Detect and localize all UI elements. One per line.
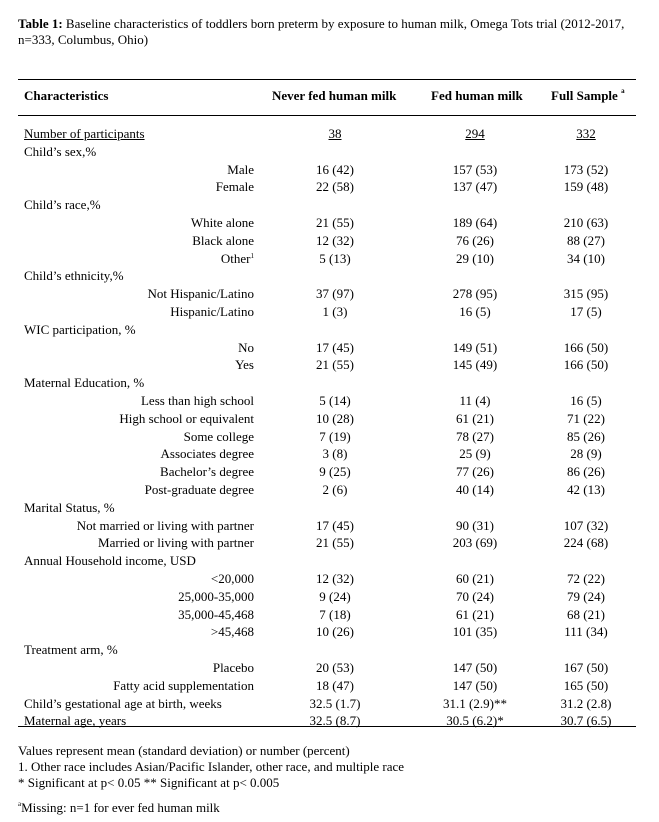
cell-never-fed: 7 (18) [319, 607, 351, 622]
cell-fed: 145 (49) [452, 357, 498, 372]
section-row [0, 499, 659, 516]
cell-never-fed: 20 (53) [316, 660, 354, 675]
row-label [211, 623, 254, 640]
row-label [113, 677, 254, 694]
cell-never-fed: 5 (13) [319, 251, 351, 266]
cell-never-fed: 10 (26) [316, 624, 354, 639]
cell-fed: 147 (50) [452, 678, 498, 693]
cell-full: 88 (27) [567, 233, 605, 248]
continuous-label: Child’s gestational age at birth, weeks [24, 696, 222, 711]
row-label-text: 25,000-35,000 [178, 589, 254, 604]
cell-fed: 278 (95) [452, 286, 498, 301]
cell-full: 34 (10) [567, 251, 605, 266]
row-label-text: Black alone [192, 233, 254, 248]
cell-full: 72 (22) [567, 571, 605, 586]
row-label [119, 410, 254, 427]
cell-never-fed: 12 (32) [316, 571, 354, 586]
cell-fed: 189 (64) [452, 215, 498, 230]
row-label [145, 481, 254, 498]
section-title: Child’s race,% [24, 197, 101, 212]
footnote-values: Values represent mean (standard deviation) or number (percent) [18, 743, 350, 758]
row-label [178, 606, 254, 623]
row-label-text: Not Hispanic/Latino [147, 286, 254, 301]
table-row [0, 588, 659, 605]
participants-label: Number of participants [24, 126, 145, 141]
row-label [191, 214, 254, 231]
cell-fed: 77 (26) [456, 464, 494, 479]
participants-fed: 294 [465, 126, 485, 141]
table-row [0, 606, 659, 623]
header-characteristics: Characteristics [24, 88, 109, 103]
section-title: Treatment arm, % [24, 642, 118, 657]
row-label-text: Some college [183, 429, 254, 444]
header-rule [18, 115, 636, 116]
row-label-text: Less than high school [140, 393, 254, 408]
header-fed: Fed human milk [431, 88, 523, 103]
row-label-text: White alone [190, 215, 254, 230]
cell-fed: 157 (53) [452, 162, 498, 177]
table-row [0, 250, 659, 267]
cell-fed: 61 (21) [456, 607, 494, 622]
table-row [0, 232, 659, 249]
row-label [221, 250, 254, 267]
footnote-other-race: 1. Other race includes Asian/Pacific Islander, other race, and multiple race [18, 759, 405, 774]
cell-fed: 203 (69) [452, 535, 498, 550]
row-label [216, 178, 254, 195]
cell-never-fed: 32.5 (8.7) [309, 713, 361, 728]
cell-fed: 11 (4) [459, 393, 491, 408]
row-label-text: Other [220, 251, 251, 266]
cell-full: 166 (50) [563, 357, 609, 372]
row-label [77, 517, 254, 534]
table-row [0, 659, 659, 676]
header-full-sample-label: Full Sample [551, 88, 618, 103]
row-label [211, 570, 254, 587]
row-label [170, 303, 254, 320]
table-row [0, 463, 659, 480]
continuous-row [0, 695, 659, 712]
table-row [0, 570, 659, 587]
cell-fed: 60 (21) [456, 571, 494, 586]
table-row [0, 339, 659, 356]
table-row [0, 161, 659, 178]
continuous-label: Maternal age, years [24, 713, 127, 728]
cell-full: 17 (5) [570, 304, 602, 319]
row-label-text: Associates degree [160, 446, 254, 461]
table-row [0, 178, 659, 195]
cell-full: 111 (34) [564, 624, 608, 639]
cell-full: 173 (52) [563, 162, 609, 177]
cell-never-fed: 1 (3) [322, 304, 348, 319]
cell-fed: 61 (21) [456, 411, 494, 426]
participants-never-fed: 38 [328, 126, 342, 141]
cell-never-fed: 7 (19) [319, 429, 351, 444]
row-label [141, 392, 254, 409]
footnote-missing-text: Missing: n=1 for ever fed human milk [21, 800, 220, 815]
row-label-text: Fatty acid supplementation [113, 678, 254, 693]
table-row [0, 481, 659, 498]
header-full-sample-mark: a [621, 87, 625, 95]
section-title: Annual Household income, USD [24, 553, 196, 568]
section-row [0, 641, 659, 658]
cell-fed: 16 (5) [459, 304, 491, 319]
row-label-mark: 1 [250, 252, 254, 260]
cell-full: 42 (13) [567, 482, 605, 497]
cell-never-fed: 9 (24) [319, 589, 351, 604]
cell-never-fed: 32.5 (1.7) [309, 696, 361, 711]
cell-full: 71 (22) [567, 411, 605, 426]
row-label-text: Hispanic/Latino [170, 304, 254, 319]
row-label-text: Yes [235, 357, 254, 372]
cell-fed: 40 (14) [456, 482, 494, 497]
row-label [227, 161, 254, 178]
section-row [0, 196, 659, 213]
cell-fed: 25 (9) [459, 446, 491, 461]
cell-full: 210 (63) [563, 215, 609, 230]
cell-fed: 137 (47) [452, 179, 498, 194]
row-label [178, 588, 254, 605]
footnote-significance: * Significant at p< 0.05 ** Significant at p< 0.005 [18, 775, 280, 790]
cell-fed: 76 (26) [456, 233, 494, 248]
table-row [0, 623, 659, 640]
table-row [0, 285, 659, 302]
cell-full: 224 (68) [563, 535, 609, 550]
top-rule [18, 79, 636, 80]
cell-full: 86 (26) [567, 464, 605, 479]
row-label [184, 428, 254, 445]
row-label-text: Bachelor’s degree [160, 464, 254, 479]
cell-full: 166 (50) [563, 340, 609, 355]
row-label [161, 445, 255, 462]
row-label [213, 659, 254, 676]
cell-full: 31.2 (2.8) [560, 696, 612, 711]
row-label-text: High school or equivalent [119, 411, 254, 426]
row-label-text: No [238, 340, 254, 355]
footnote-missing [18, 800, 220, 816]
cell-never-fed: 9 (25) [319, 464, 351, 479]
row-label [235, 356, 254, 373]
row-label [147, 285, 254, 302]
cell-never-fed: 5 (14) [319, 393, 351, 408]
table-row [0, 214, 659, 231]
section-title: Child’s ethnicity,% [24, 268, 124, 283]
cell-never-fed: 21 (55) [316, 357, 354, 372]
cell-never-fed: 22 (58) [316, 179, 354, 194]
row-label-text: Post-graduate degree [144, 482, 254, 497]
section-row [0, 321, 659, 338]
cell-never-fed: 21 (55) [316, 535, 354, 550]
table-row [0, 517, 659, 534]
row-label [98, 534, 254, 551]
participants-full: 332 [576, 126, 596, 141]
table-row [0, 445, 659, 462]
header-never-fed: Never fed human milk [272, 88, 397, 103]
cell-never-fed: 12 (32) [316, 233, 354, 248]
table-caption [18, 16, 648, 48]
cell-full: 16 (5) [570, 393, 602, 408]
cell-fed: 78 (27) [456, 429, 494, 444]
section-row [0, 374, 659, 391]
cell-full: 315 (95) [563, 286, 609, 301]
cell-full: 165 (50) [563, 678, 609, 693]
header-full-sample [551, 88, 625, 104]
participants-row [0, 125, 659, 142]
cell-full: 30.7 (6.5) [560, 713, 612, 728]
row-label-text: Male [227, 162, 254, 177]
cell-full: 28 (9) [570, 446, 602, 461]
section-row [0, 267, 659, 284]
cell-never-fed: 17 (45) [316, 518, 354, 533]
cell-never-fed: 3 (8) [322, 446, 348, 461]
cell-full: 159 (48) [563, 179, 609, 194]
table-row [0, 677, 659, 694]
row-label [238, 339, 254, 356]
cell-fed: 149 (51) [452, 340, 498, 355]
row-label-text: Female [215, 179, 254, 194]
cell-full: 167 (50) [563, 660, 609, 675]
row-label-text: Not married or living with partner [76, 518, 254, 533]
cell-never-fed: 16 (42) [316, 162, 354, 177]
cell-full: 68 (21) [567, 607, 605, 622]
cell-fed: 30.5 (6.2)* [446, 713, 504, 728]
cell-never-fed: 18 (47) [316, 678, 354, 693]
cell-never-fed: 37 (97) [316, 286, 354, 301]
cell-fed: 70 (24) [456, 589, 494, 604]
cell-full: 79 (24) [567, 589, 605, 604]
row-label-text: 35,000-45,468 [178, 607, 254, 622]
cell-never-fed: 10 (28) [316, 411, 354, 426]
cell-never-fed: 17 (45) [316, 340, 354, 355]
caption-text: Baseline characteristics of toddlers born preterm by exposure to human milk, Omega Tots trial (2012-2017, n=333, Columbus, Ohio) [18, 16, 625, 47]
cell-fed: 29 (10) [456, 251, 494, 266]
row-label-text: Placebo [212, 660, 254, 675]
caption-label: Table 1: [18, 16, 63, 31]
row-label-text: >45,468 [210, 624, 254, 639]
section-title: Maternal Education, % [24, 375, 145, 390]
cell-never-fed: 2 (6) [322, 482, 348, 497]
footnote-missing-mark: a [18, 800, 22, 808]
table-row [0, 356, 659, 373]
table-row [0, 534, 659, 551]
cell-fed: 90 (31) [456, 518, 494, 533]
section-row [0, 143, 659, 160]
section-row [0, 552, 659, 569]
row-label [192, 232, 254, 249]
table-row [0, 410, 659, 427]
row-label-text: <20,000 [210, 571, 254, 586]
row-label [160, 463, 254, 480]
cell-fed: 101 (35) [452, 624, 498, 639]
row-label-text: Married or living with partner [98, 535, 254, 550]
bottom-rule [18, 726, 636, 727]
table-row [0, 428, 659, 445]
cell-full: 85 (26) [567, 429, 605, 444]
cell-fed: 31.1 (2.9)** [443, 696, 507, 711]
section-title: WIC participation, % [24, 322, 136, 337]
table-row [0, 392, 659, 409]
cell-fed: 147 (50) [452, 660, 498, 675]
section-title: Marital Status, % [24, 500, 115, 515]
section-title: Child’s sex,% [24, 144, 97, 159]
cell-full: 107 (32) [563, 518, 609, 533]
table-row [0, 303, 659, 320]
cell-never-fed: 21 (55) [316, 215, 354, 230]
